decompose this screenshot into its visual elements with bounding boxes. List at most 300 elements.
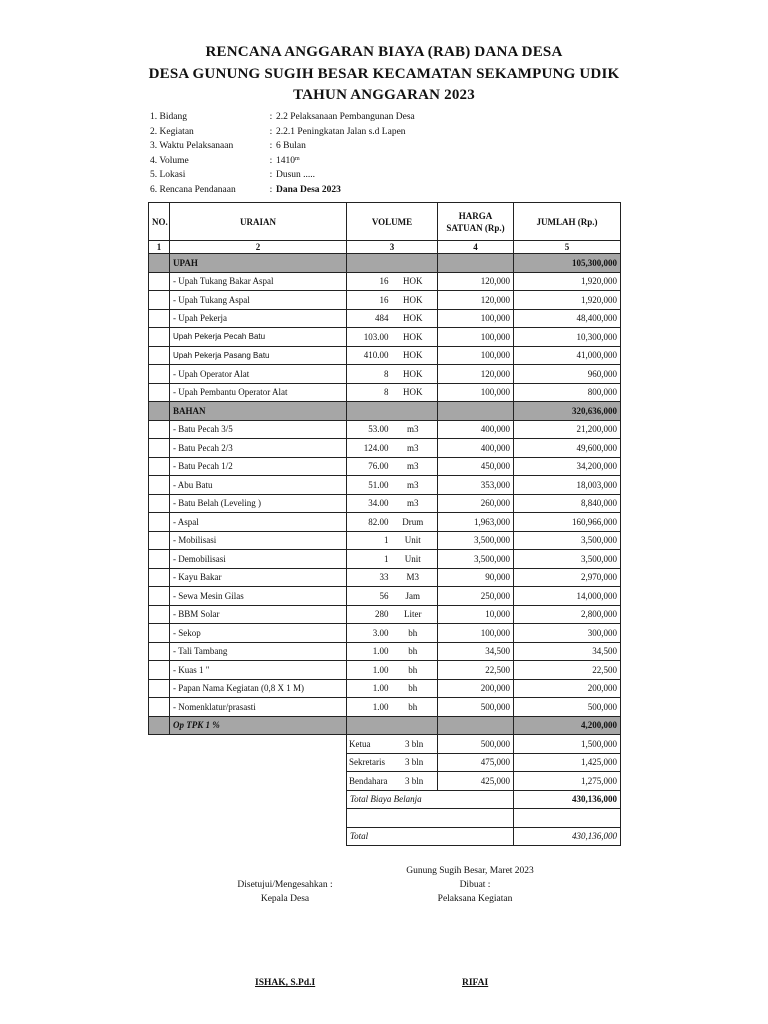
row-uraian: - Upah Operator Alat (170, 365, 347, 384)
row-volume (347, 587, 438, 606)
total-label: Total (347, 827, 514, 846)
row-harga: 353,000 (438, 476, 514, 495)
row-uraian: Upah Pekerja Pasang Batu (170, 346, 347, 365)
table-row (149, 346, 621, 365)
row-uraian: - Aspal (170, 513, 347, 532)
volume-qty: 53.00 (368, 424, 389, 435)
info-row (150, 170, 415, 185)
row-jumlah: 2,970,000 (514, 568, 621, 587)
section-label: UPAH (170, 254, 347, 273)
row-harga: 260,000 (438, 494, 514, 513)
row-uraian: - Kayu Bakar (170, 568, 347, 587)
optpk-jumlah: 1,425,000 (514, 753, 621, 772)
row-uraian: - Batu Pecah 2/3 (170, 439, 347, 458)
spacer-row (149, 809, 621, 828)
row-uraian: - Upah Tukang Aspal (170, 291, 347, 310)
row-uraian: - Mobilisasi (170, 531, 347, 550)
volume-unit: Drum (402, 516, 424, 527)
row-harga: 400,000 (438, 420, 514, 439)
info-value: 1410 (276, 155, 295, 166)
volume-unit: m3 (407, 461, 419, 472)
volume-unit: m3 (407, 424, 419, 435)
volume-unit: HOK (403, 313, 423, 324)
optpk-harga: 475,000 (438, 753, 514, 772)
row-no (149, 568, 170, 587)
row-uraian: - Sekop (170, 624, 347, 643)
volume-unit: Jam (405, 590, 421, 601)
table-row (149, 383, 621, 402)
volume-wrap (347, 498, 437, 508)
row-jumlah: 14,000,000 (514, 587, 621, 606)
info-colon: : (269, 112, 273, 122)
row-no (149, 494, 170, 513)
row-harga: 400,000 (438, 439, 514, 458)
volume-wrap (347, 572, 437, 582)
table-row (149, 568, 621, 587)
row-volume (347, 309, 438, 328)
total-row (149, 827, 621, 846)
row-uraian: - Batu Pecah 3/5 (170, 420, 347, 439)
row-no (149, 328, 170, 347)
row-harga: 100,000 (438, 383, 514, 402)
sign-left-role: Kepala Desa (260, 894, 310, 904)
row-uraian: - Upah Pembantu Operator Alat (170, 383, 347, 402)
blank (149, 809, 170, 828)
volume-wrap (347, 646, 437, 656)
volume-qty: 51.00 (368, 479, 389, 490)
volume-wrap (347, 665, 437, 675)
blank (149, 735, 170, 754)
volume-unit: m3 (407, 442, 419, 453)
row-volume (347, 679, 438, 698)
row-volume (347, 513, 438, 532)
row-harga: 120,000 (438, 365, 514, 384)
row-no (149, 587, 170, 606)
info-key: 4. Volume (150, 155, 189, 166)
optpk-duration: 3 bln (405, 775, 424, 786)
total-label: Total Biaya Belanja (347, 790, 514, 809)
volume-wrap (347, 554, 437, 564)
volume-wrap (347, 591, 437, 601)
row-no (149, 439, 170, 458)
row-volume (347, 457, 438, 476)
table-row (149, 531, 621, 550)
volume-wrap (347, 276, 437, 286)
header-volume: VOLUME (347, 203, 438, 241)
row-no (149, 624, 170, 643)
volume-qty: 1.00 (372, 701, 389, 712)
info-row (150, 141, 415, 156)
info-colon: : (269, 155, 273, 166)
table-row (149, 550, 621, 569)
volume-unit: m3 (407, 479, 419, 490)
optpk-role (347, 735, 438, 754)
row-harga: 90,000 (438, 568, 514, 587)
section-row (149, 402, 621, 421)
row-uraian: - Batu Belah (Leveling ) (170, 494, 347, 513)
volume-wrap (347, 702, 437, 712)
volume-wrap (347, 424, 437, 434)
volume-qty: 484 (375, 313, 389, 324)
row-harga: 22,500 (438, 661, 514, 680)
blank (149, 790, 170, 809)
row-uraian: - BBM Solar (170, 605, 347, 624)
section-no (149, 716, 170, 735)
table-row (149, 494, 621, 513)
volume-wrap (347, 313, 437, 323)
info-key: 1. Bidang (150, 112, 187, 122)
row-volume (347, 531, 438, 550)
info-row (150, 185, 415, 200)
optpk-wrap (349, 776, 435, 786)
section-harga (438, 254, 514, 273)
doc-title-2: DESA GUNUNG SUGIH BESAR KECAMATAN SEKAMPUNG UDIK (148, 66, 620, 82)
info-key: 2. Kegiatan (150, 126, 194, 137)
sign-right-name: RIFAI (462, 978, 489, 988)
info-colon: : (269, 170, 273, 180)
section-row (149, 716, 621, 735)
volume-unit: HOK (403, 294, 423, 305)
volume-unit: Liter (404, 609, 422, 620)
table-row (149, 365, 621, 384)
row-harga: 500,000 (438, 698, 514, 717)
row-jumlah: 300,000 (514, 624, 621, 643)
colnum: 1 (149, 241, 170, 254)
volume-qty: 8 (384, 387, 389, 398)
volume-qty: 124.00 (363, 442, 389, 453)
row-uraian: - Batu Pecah 1/2 (170, 457, 347, 476)
row-jumlah: 10,300,000 (514, 328, 621, 347)
row-jumlah: 48,400,000 (514, 309, 621, 328)
row-no (149, 605, 170, 624)
table-row (149, 624, 621, 643)
optpk-row (149, 772, 621, 791)
row-uraian: - Tali Tambang (170, 642, 347, 661)
optpk-harga: 425,000 (438, 772, 514, 791)
row-no (149, 291, 170, 310)
row-no (149, 550, 170, 569)
volume-qty: 56 (379, 590, 389, 601)
row-jumlah: 3,500,000 (514, 550, 621, 569)
row-no (149, 531, 170, 550)
row-jumlah: 34,500 (514, 642, 621, 661)
row-volume (347, 494, 438, 513)
spacer-cell (514, 809, 621, 828)
info-value: 2.2.1 Peningkatan Jalan s.d Lapen (276, 126, 406, 137)
table-row (149, 513, 621, 532)
row-volume (347, 642, 438, 661)
volume-qty: 1 (384, 553, 389, 564)
section-total: 4,200,000 (514, 716, 621, 735)
row-harga: 3,500,000 (438, 550, 514, 569)
row-harga: 34,500 (438, 642, 514, 661)
row-no (149, 698, 170, 717)
blank (170, 827, 347, 846)
total-value: 430,136,000 (514, 827, 621, 846)
volume-unit: HOK (403, 276, 423, 287)
blank (170, 753, 347, 772)
optpk-role (347, 753, 438, 772)
volume-wrap (347, 350, 437, 360)
row-no (149, 642, 170, 661)
info-unit-sup: m (295, 155, 300, 162)
info-block (150, 112, 415, 199)
volume-qty: 103.00 (363, 331, 389, 342)
row-no (149, 309, 170, 328)
table-row (149, 661, 621, 680)
volume-wrap (347, 295, 437, 305)
volume-qty: 76.00 (368, 461, 389, 472)
volume-qty: 1.00 (372, 683, 389, 694)
blank (170, 790, 347, 809)
doc-title-3: TAHUN ANGGARAN 2023 (293, 87, 475, 103)
optpk-wrap (349, 757, 435, 767)
table-row (149, 587, 621, 606)
row-no (149, 513, 170, 532)
row-no (149, 365, 170, 384)
volume-unit: bh (408, 683, 418, 694)
info-key: 3. Waktu Pelaksanaan (150, 141, 234, 151)
info-key: 5. Lokasi (150, 170, 186, 180)
optpk-jumlah: 1,500,000 (514, 735, 621, 754)
header-jumlah: JUMLAH (Rp.) (514, 203, 621, 241)
section-volume (347, 254, 438, 273)
table-row (149, 420, 621, 439)
optpk-role (347, 772, 438, 791)
info-row (150, 112, 415, 127)
info-row (150, 127, 415, 142)
row-harga: 1,963,000 (438, 513, 514, 532)
optpk-wrap (349, 739, 435, 749)
volume-unit: bh (408, 646, 418, 657)
row-jumlah: 21,200,000 (514, 420, 621, 439)
row-harga: 10,000 (438, 605, 514, 624)
row-uraian: - Papan Nama Kegiatan (0,8 X 1 M) (170, 679, 347, 698)
volume-wrap (347, 535, 437, 545)
table-row (149, 476, 621, 495)
row-volume (347, 698, 438, 717)
row-volume (347, 605, 438, 624)
volume-qty: 34.00 (368, 498, 389, 509)
sign-left-title: Disetujui/Mengesahkan : (237, 880, 333, 890)
row-harga: 120,000 (438, 272, 514, 291)
optpk-duration: 3 bln (405, 757, 424, 768)
info-colon: : (269, 184, 273, 195)
row-volume (347, 420, 438, 439)
row-jumlah: 200,000 (514, 679, 621, 698)
row-no (149, 457, 170, 476)
section-total: 105,300,000 (514, 254, 621, 273)
row-volume (347, 291, 438, 310)
table-row (149, 272, 621, 291)
volume-qty: 16 (379, 276, 389, 287)
row-no (149, 383, 170, 402)
row-no (149, 420, 170, 439)
volume-wrap (347, 461, 437, 471)
colnum: 3 (347, 241, 438, 254)
blank (149, 772, 170, 791)
section-harga (438, 716, 514, 735)
sign-right-role: Pelaksana Kegiatan (437, 894, 513, 904)
row-harga: 250,000 (438, 587, 514, 606)
row-uraian: - Kuas 1 " (170, 661, 347, 680)
row-uraian: - Sewa Mesin Gilas (170, 587, 347, 606)
blank (149, 827, 170, 846)
optpk-name: Sekretaris (349, 757, 385, 768)
row-jumlah: 3,500,000 (514, 531, 621, 550)
volume-unit: M3 (406, 572, 420, 583)
volume-unit: Unit (404, 553, 421, 564)
volume-qty: 82.00 (368, 516, 389, 527)
optpk-row (149, 753, 621, 772)
row-volume (347, 661, 438, 680)
volume-wrap (347, 683, 437, 693)
table-row (149, 439, 621, 458)
row-jumlah: 18,003,000 (514, 476, 621, 495)
row-jumlah: 1,920,000 (514, 272, 621, 291)
table-row (149, 457, 621, 476)
info-colon: : (269, 126, 273, 137)
colnum: 4 (438, 241, 514, 254)
row-volume (347, 568, 438, 587)
row-harga: 3,500,000 (438, 531, 514, 550)
colnum: 5 (514, 241, 621, 254)
volume-unit: HOK (403, 368, 423, 379)
optpk-row (149, 735, 621, 754)
row-harga: 100,000 (438, 624, 514, 643)
info-value: 2.2 Pelaksanaan Pembangunan Desa (276, 112, 415, 122)
row-harga: 200,000 (438, 679, 514, 698)
section-no (149, 402, 170, 421)
row-uraian: - Abu Batu (170, 476, 347, 495)
section-volume (347, 402, 438, 421)
volume-qty: 3.00 (372, 627, 389, 638)
volume-wrap (347, 332, 437, 342)
row-no (149, 346, 170, 365)
volume-qty: 33 (379, 572, 389, 583)
row-jumlah: 800,000 (514, 383, 621, 402)
section-no (149, 254, 170, 273)
optpk-jumlah: 1,275,000 (514, 772, 621, 791)
blank (170, 809, 347, 828)
row-jumlah: 960,000 (514, 365, 621, 384)
info-key: 6. Rencana Pendanaan (150, 184, 236, 195)
row-jumlah: 1,920,000 (514, 291, 621, 310)
row-harga: 100,000 (438, 346, 514, 365)
section-total: 320,636,000 (514, 402, 621, 421)
section-volume (347, 716, 438, 735)
total-value: 430,136,000 (514, 790, 621, 809)
volume-qty: 8 (384, 368, 389, 379)
header-uraian: URAIAN (170, 203, 347, 241)
spacer-cell (347, 809, 514, 828)
volume-qty: 410.00 (363, 350, 389, 361)
blank (170, 772, 347, 791)
row-no (149, 661, 170, 680)
row-volume (347, 346, 438, 365)
row-no (149, 476, 170, 495)
row-harga: 100,000 (438, 309, 514, 328)
blank (149, 753, 170, 772)
row-uraian: - Upah Pekerja (170, 309, 347, 328)
volume-qty: 280 (375, 609, 389, 620)
row-jumlah: 500,000 (514, 698, 621, 717)
total-row (149, 790, 621, 809)
table-header-row (149, 203, 621, 241)
row-volume (347, 624, 438, 643)
info-row (150, 156, 415, 171)
row-volume (347, 550, 438, 569)
header-harga: HARGA SATUAN (Rp.) (438, 203, 514, 241)
sign-place-date: Gunung Sugih Besar, Maret 2023 (406, 866, 534, 876)
column-number-row (149, 241, 621, 254)
rab-table (148, 202, 621, 846)
info-colon: : (269, 141, 273, 151)
table-row (149, 642, 621, 661)
volume-unit: HOK (403, 350, 423, 361)
blank (170, 735, 347, 754)
optpk-harga: 500,000 (438, 735, 514, 754)
volume-unit: HOK (403, 387, 423, 398)
volume-wrap (347, 609, 437, 619)
row-uraian: - Upah Tukang Bakar Aspal (170, 272, 347, 291)
volume-wrap (347, 369, 437, 379)
row-jumlah: 49,600,000 (514, 439, 621, 458)
table-row (149, 328, 621, 347)
volume-wrap (347, 443, 437, 453)
row-harga: 120,000 (438, 291, 514, 310)
row-jumlah: 34,200,000 (514, 457, 621, 476)
row-uraian: - Demobilisasi (170, 550, 347, 569)
row-jumlah: 8,840,000 (514, 494, 621, 513)
volume-unit: bh (408, 664, 418, 675)
sign-right-title: Dibuat : (459, 880, 491, 890)
volume-unit: Unit (404, 535, 421, 546)
volume-qty: 1 (384, 535, 389, 546)
row-uraian: Upah Pekerja Pecah Batu (170, 328, 347, 347)
volume-wrap (347, 628, 437, 638)
volume-qty: 1.00 (372, 664, 389, 675)
section-row (149, 254, 621, 273)
volume-qty: 1.00 (372, 646, 389, 657)
volume-unit: bh (408, 701, 418, 712)
row-volume (347, 383, 438, 402)
header-no: NO. (149, 203, 170, 241)
table-row (149, 698, 621, 717)
optpk-duration: 3 bln (405, 738, 424, 749)
volume-unit: bh (408, 627, 418, 638)
row-volume (347, 272, 438, 291)
table-row (149, 309, 621, 328)
row-jumlah: 41,000,000 (514, 346, 621, 365)
sign-left-name: ISHAK, S.Pd.I (255, 978, 316, 988)
row-uraian: - Nomenklatur/prasasti (170, 698, 347, 717)
row-volume (347, 476, 438, 495)
table-row (149, 679, 621, 698)
volume-qty: 16 (379, 294, 389, 305)
optpk-name: Bendahara (349, 775, 388, 786)
row-jumlah: 22,500 (514, 661, 621, 680)
row-jumlah: 160,966,000 (514, 513, 621, 532)
table-row (149, 605, 621, 624)
row-volume (347, 365, 438, 384)
section-label: Op TPK 1 % (170, 716, 347, 735)
volume-wrap (347, 517, 437, 527)
optpk-name: Ketua (349, 738, 371, 749)
row-harga: 100,000 (438, 328, 514, 347)
volume-wrap (347, 480, 437, 490)
row-volume (347, 328, 438, 347)
